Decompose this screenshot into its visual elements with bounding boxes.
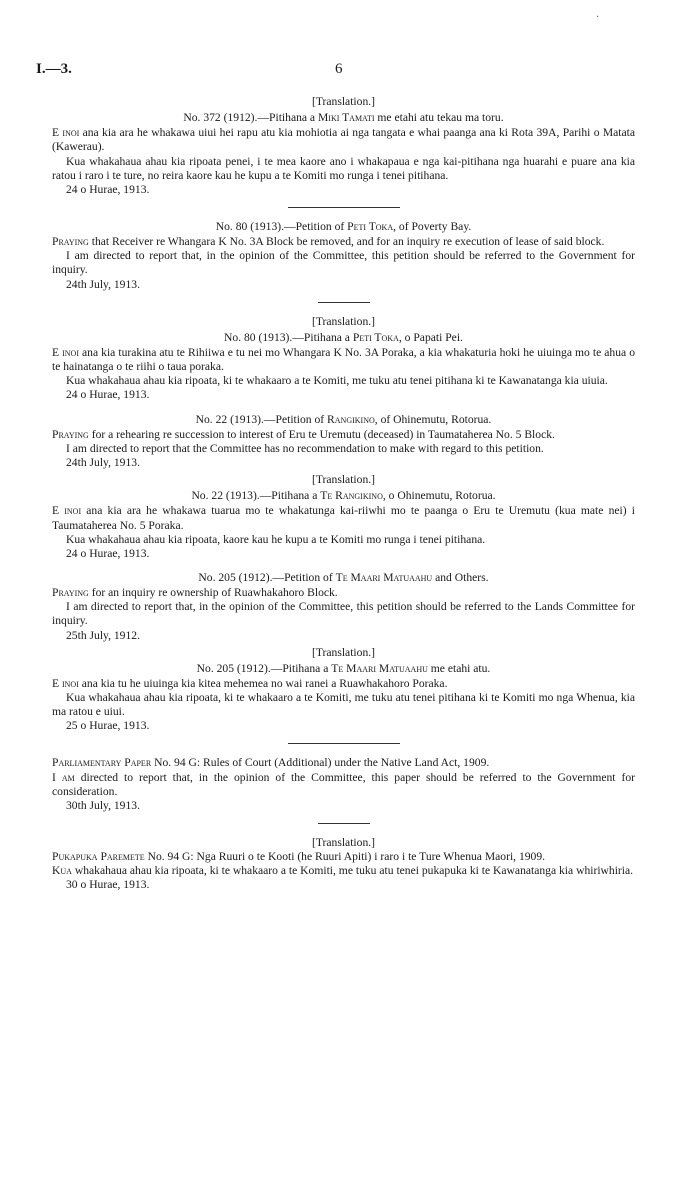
- paper-entry: [52, 836, 635, 893]
- committee-report: I am directed to report that, in the opinion of the Committee, this petition should be referred to the Lands Committee for inquiry.: [52, 600, 635, 628]
- report-date: 24 o Hurae, 1913.: [66, 182, 150, 196]
- petition-entry: [52, 473, 635, 561]
- report-date: 24 o Hurae, 1913.: [66, 388, 150, 402]
- petition-heading: No. 205 (1912).—Pitihana a Te Maari Matuaahu me etahi atu.: [196, 661, 491, 675]
- committee-report: I am directed to report that, in the opinion of the Committee, this paper should be referred to the Government for consideration.: [52, 770, 635, 798]
- committee-report: I am directed to report that the Committee has no recommendation to make with regard to this petition.: [66, 441, 544, 455]
- petition-heading: No. 205 (1912).—Petition of Te Maari Matuaahu and Others.: [198, 570, 489, 584]
- translation-label: [Translation.]: [311, 645, 375, 659]
- petition-entry: [52, 571, 635, 643]
- document-body: [52, 92, 635, 893]
- translation-label: [Translation.]: [311, 473, 375, 487]
- petition-prayer: Praying that Receiver re Whangara K No. 3A Block be removed, and for an inquiry re execution of lease of said block.: [52, 235, 605, 249]
- paper-entry: [52, 756, 635, 813]
- petition-heading: No. 80 (1913).—Pitihana a Peti Toka, o Papati Pei.: [224, 330, 463, 344]
- petition-heading: No. 22 (1913).—Pitihana a Te Rangikino, o Ohinemutu, Rotorua.: [191, 489, 496, 503]
- committee-report: Kua whakahaua ahau kia ripoata, ki te whakaaro a te Komiti, me tuku atu tenei pukapuka ki te Kawanatanga kia whiriwhiria.: [52, 864, 634, 878]
- petition-entry: [52, 413, 635, 471]
- paper-title: Pukapuka Paremete No. 94 G: Nga Ruuri o te Kooti (he Ruuri Apiti) i raro i te Ture Whenua Maori, 1909.: [52, 850, 546, 864]
- section-divider: [288, 743, 400, 744]
- petition-entry: [52, 646, 635, 734]
- report-date: 25th July, 1912.: [66, 628, 140, 642]
- translation-label: [Translation.]: [311, 836, 375, 850]
- petition-entry: [52, 220, 635, 292]
- petition-heading: No. 22 (1913).—Petition of Rangikino, of Ohinemutu, Rotorua.: [195, 412, 492, 426]
- series-code: I.—3.: [36, 61, 72, 77]
- translation-label: [Translation.]: [311, 314, 375, 328]
- section-divider: [318, 823, 370, 824]
- report-date: 30th July, 1913.: [66, 798, 140, 812]
- committee-report: Kua whakahaua ahau kia ripoata, ki te whakaaro a te Komiti, me tuku atu tenei pitihana ki te Kawanatanga kia uiuia.: [66, 374, 608, 388]
- scan-speck: ·: [596, 12, 600, 23]
- petition-prayer: Praying for a rehearing re succession to interest of Eru te Uremutu (deceased) in Taumataherea No. 5 Block.: [52, 427, 555, 441]
- petition-prayer: E inoi ana kia tu he uiuinga kia kitea mehemea no wai ranei a Ruawhakahoro Poraka.: [52, 676, 448, 690]
- petition-heading: No. 80 (1913).—Petition of Peti Toka, of Poverty Bay.: [215, 219, 472, 233]
- petition-heading: No. 372 (1912).—Pitihana a Miki Tamati me etahi atu tekau ma toru.: [183, 111, 504, 125]
- report-date: 24th July, 1913.: [66, 277, 140, 291]
- section-divider: [288, 207, 400, 208]
- petition-prayer: E inoi ana kia ara he whakawa uiui hei rapu atu kia mohiotia ai nga tangata e whai paanga ana ki Rota 39A, Parihi o Matata (Kawerau).: [52, 126, 636, 154]
- report-date: 24th July, 1913.: [66, 455, 140, 469]
- report-date: 24 o Hurae, 1913.: [66, 546, 150, 560]
- page-number: 6: [335, 61, 343, 77]
- committee-report: Kua whakahaua ahau kia ripoata, ki te whakaaro a te Komiti, me tuku atu tenei pitihana ki te Komiti mo nga Whenua, kia ma ratou e uiui.: [52, 691, 635, 719]
- paper-title: Parliamentary Paper No. 94 G: Rules of Court (Additional) under the Native Land Act, 1909.: [52, 756, 490, 770]
- report-date: 30 o Hurae, 1913.: [66, 878, 150, 892]
- committee-report: Kua whakahaua ahau kia ripoata, kaore kau he kupu a te Komiti mo runga i tenei pitihana.: [66, 532, 486, 546]
- petition-entry: [52, 315, 635, 403]
- petition-prayer: Praying for an inquiry re ownership of Ruawhakahoro Block.: [52, 586, 338, 600]
- translation-label: [Translation.]: [311, 95, 375, 108]
- petition-prayer: E inoi ana kia ara he whakawa tuarua mo te whakatunga kai-riiwhi mo te paanga o Eru te Uremutu (kua mate nei) i Taumataherea No. 5 Poraka.: [52, 504, 635, 532]
- section-divider: [318, 302, 370, 303]
- committee-report: I am directed to report that, in the opinion of the Committee, this petition should be referred to the Government for inquiry.: [52, 249, 635, 277]
- petition-entry: [52, 95, 635, 197]
- report-date: 25 o Hurae, 1913.: [66, 719, 150, 733]
- petition-prayer: E inoi ana kia turakina atu te Rihiiwa e tu nei mo Whangara K No. 3A Poraka, a kia whakaturia hoki he uiuinga mo te ahua o te hainatanga o te riihi o taua poraka.: [52, 345, 635, 374]
- committee-report: Kua whakahaua ahau kia ripoata penei, i te mea kaore ano i whakapaua e nga kai-pitihana nga huarahi e puare ana kia ratou i raro i te ture, no reira kaore kau he kupu a te Komiti mo runga i tenei pitihana.: [52, 154, 635, 182]
